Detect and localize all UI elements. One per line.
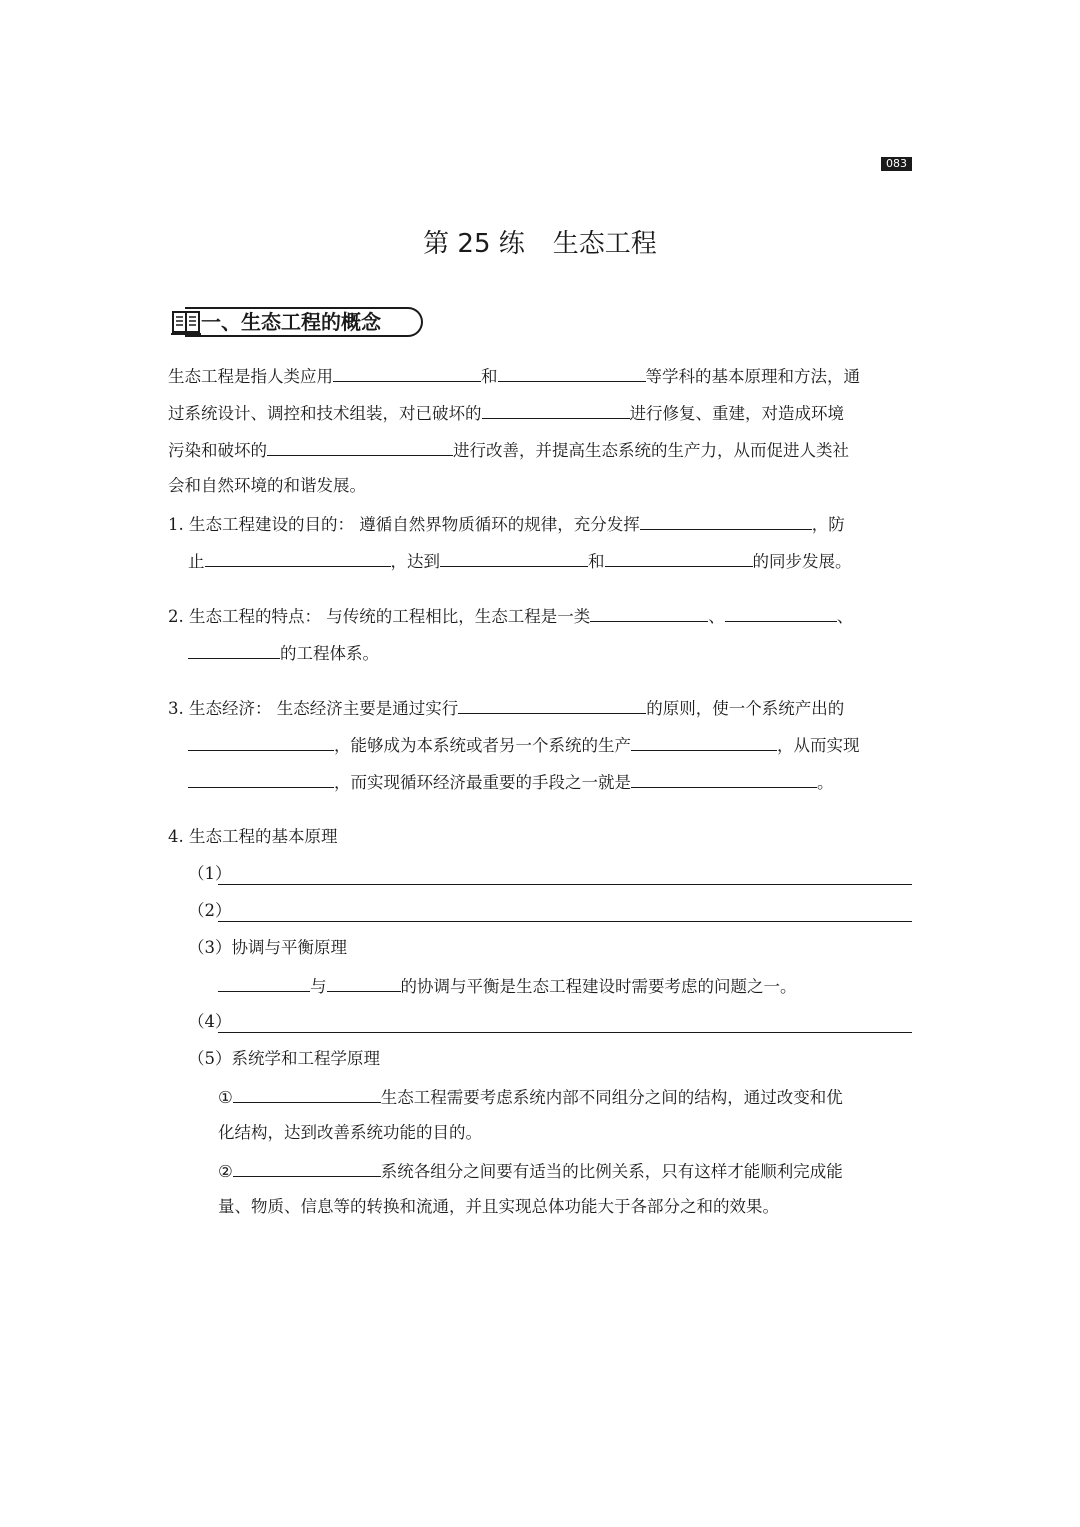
blank[interactable] [631,732,777,751]
q4-s2-line-1: ② 系统各组分之间要有适当的比例关系，只有这样才能顺利完成能 [218,1158,843,1182]
intro-line-3: 污染和破坏的 进行改善，并提高生态系统的生产力，从而促进人类社 [168,437,849,461]
q3-line-1: 3. 生态经济： 生态经济主要是通过实行 的原则，使一个系统产出的 [168,695,844,719]
q4-p4-label: （4） [188,1012,232,1031]
blank[interactable] [631,769,817,788]
topic-label: 生态工程 [552,229,657,259]
q3-line-3: ，而实现循环经济最重要的手段之一就是 。 [188,769,834,793]
blank[interactable] [267,437,453,456]
q4-p3-line: 与 的协调与平衡是生态工程建设时需要考虑的问题之一。 [218,973,797,997]
blank[interactable] [205,548,391,567]
section-title: 一、生态工程的概念 [201,310,381,334]
q3-line-2: ，能够成为本系统或者另一个系统的生产 ，从而实现 [188,732,860,756]
blank[interactable] [333,363,481,382]
q4-s1-line-1: ① 生态工程需要考虑系统内部不同组分之间的结构，通过改变和优 [218,1084,843,1108]
q1-line-1: 1. 生态工程建设的目的： 遵循自然界物质循环的规律，充分发挥 ，防 [168,511,845,535]
blank[interactable] [590,603,708,622]
page-number: 083 [881,157,912,171]
blank[interactable] [605,548,753,567]
q4-p2-label: （2） [188,901,232,920]
blank[interactable] [327,973,401,992]
intro-line-4: 会和自然环境的和谐发展。 [168,476,366,495]
book-icon [171,309,201,335]
page-title [0,226,1080,262]
answer-line-4[interactable] [218,1032,912,1033]
blank[interactable] [458,695,646,714]
q2-line-1: 2. 生态工程的特点： 与传统的工程相比，生态工程是一类 、 、 [168,603,853,627]
blank[interactable] [218,973,310,992]
q4-heading: 4. 生态工程的基本原理 [168,827,338,846]
answer-line-2[interactable] [218,921,912,922]
blank[interactable] [498,363,646,382]
lesson-label: 第 25 练 [423,229,525,259]
q4-s2-line-2: 量、物质、信息等的转换和流通，并且实现总体功能大于各部分之和的效果。 [218,1197,779,1216]
intro-line-2: 过系统设计、调控和技术组装，对已破坏的 进行修复、重建，对造成环境 [168,400,844,424]
intro-line-1: 生态工程是指人类应用 和 等学科的基本原理和方法，通 [168,363,860,387]
q4-p1-label: （1） [188,864,232,883]
answer-line-1[interactable] [218,884,912,885]
blank[interactable] [233,1084,381,1103]
blank[interactable] [725,603,837,622]
blank[interactable] [640,511,812,530]
q4-s1-line-2: 化结构，达到改善系统功能的目的。 [218,1123,482,1142]
q4-p3-label: （3）协调与平衡原理 [188,938,347,957]
q2-line-2: 的工程体系。 [188,640,379,664]
blank[interactable] [482,400,630,419]
blank[interactable] [188,769,334,788]
q4-p5-label: （5）系统学和工程学原理 [188,1049,380,1068]
blank[interactable] [233,1158,381,1177]
blank[interactable] [188,640,280,659]
q1-line-2: 止 ，达到 和 的同步发展。 [188,548,852,572]
blank[interactable] [188,732,334,751]
blank[interactable] [440,548,588,567]
